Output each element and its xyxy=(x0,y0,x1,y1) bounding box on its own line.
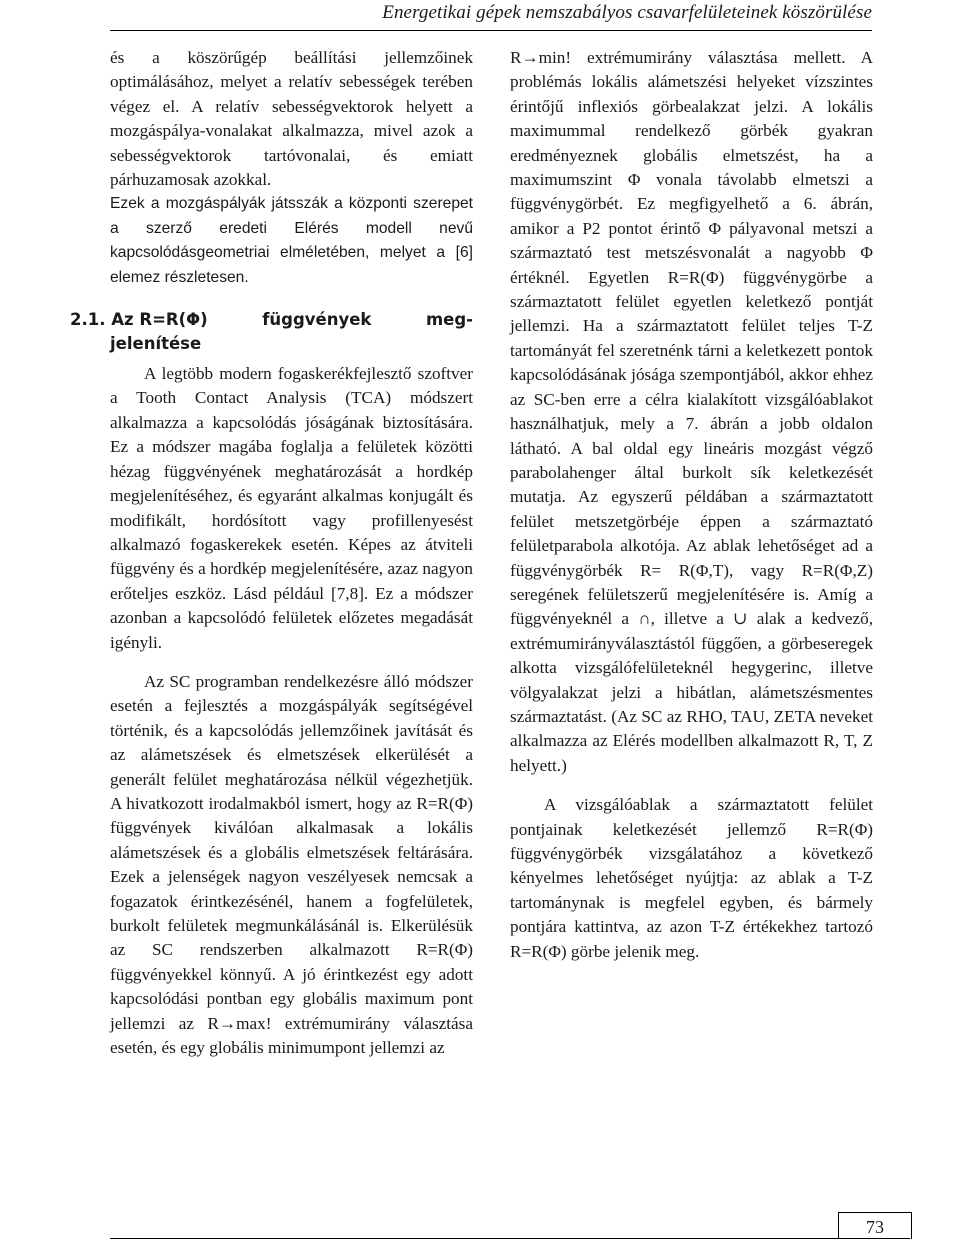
left-column xyxy=(70,46,473,1060)
header-title: Energetikai gépek nemszabályos csavarfelületeinek köszörülése xyxy=(382,2,872,23)
left-paragraph-1b: Ezek a mozgáspályák játsszák a központi szerepet a szerző eredeti Elérés modell nevű kapcsolódásgeometriai elméletében, melyet a [6] elemez részletesen. xyxy=(110,195,473,286)
page-number: 73 xyxy=(838,1212,912,1239)
section-heading-part-3: meg- xyxy=(425,310,473,330)
section-heading xyxy=(70,308,473,356)
left-paragraph-2: A legtöbb modern fogaskerékfejlesztő szoftver a Tooth Contact Analysis (TCA) módszert alkalmazza a kapcsolódás jóságának biztosítására. Ez a módszer magába foglalja a felületek közötti hézag függvényének meghatározását a hordkép megjelenítéséhez, és egyaránt alkalmas konjugált és modifikált, hordósított vagy profillenyesést alkalmazó fogaskerekek esetén. Képes az átviteli függvény és a hordkép megjelenítésére, azaz nagyon erőteljes eszköz. Lásd például [7,8]. Ez a módszer azonban a kapcsolódó felületek előzetes megadását igényli. xyxy=(110,364,473,652)
section-heading-part-2: függvények xyxy=(262,310,372,330)
footer-rule xyxy=(110,1238,910,1239)
right-column xyxy=(510,46,873,964)
running-header xyxy=(110,0,872,31)
right-paragraph-1: R→min! extrémumirány választása mellett. A problémás lokális alámetszési helyeket vízszintes érintőjű inflexiós görbealakzat jelzi. A lokális maximummal rendelkező görbék gyakran eredményeznek globális elmetszést, ha a maximumszint Φ vonala távolabb elmetszi a függvénygörbét. Ez megfigyelhető a 6. ábrán, amikor a P2 pontot érintő Φ pályavonal metszi a származtató test metszésvonalát a nagyobb Φ értéknél. Egyetlen R=R(Φ) függvénygörbe a származtatott felület egyetlen keletkező pontját jellemzi. Ha a származtatott felület teljes T-Z tartományát fel szeretnénk tárni a keletkezett pontok kapcsolódásának jósága szempontjából, akkor ehhez az SC-ben erre a célra kialakított vizsgálóablakot használhatjuk, mely a 7. ábrán a jobb oldalon látható. A bal oldal egy lineáris mozgást végző parabolahenger által burkolt sík keletkezését mutatja. Az egyszerű példában a származtatott felület metszetgörbéje éppen a származtató felületparabola alkotója. Az ablak lehetőséget ad a függvénygörbék R= R(Φ,T), vagy R=R(Φ,Z) seregének felületszerű megjelenítésére is. Amíg a függvényeknél a ∩, illetve a ∪ alak a kedvező, extrémumirányválasztástól függően, a görbeseregek alkotta vizsgálófelületeknél hegygerinc, illetve völgyalakzat jelzi a hibátlan, alámetszésmentes származtatást. (Az SC az RHO, TAU, ZETA neveket alkalmazza az Elérés modellben alkalmazott R, T, Z helyett.) xyxy=(510,48,873,775)
left-paragraph-1: és a köszörűgép beállítási jellemzőinek optimálásához, melyet a relatív sebességek terében végez el. A relatív sebességvektorok helyett a mozgáspálya-vonalakat alkalmazza, mivel azok a sebességvektorok tartóvonalai, és emiatt párhuzamosak azokkal. xyxy=(110,48,473,190)
section-heading-part-1: 2.1. Az R=R(Φ) xyxy=(70,310,208,330)
left-paragraph-3: Az SC programban rendelkezésre álló módszer esetén a fejlesztés a mozgáspályák segítségével történik, és a kapcsolódás jellemzőinek javítását és az alámetszések és elmetszések elkerülését a generált felület meghatározása nélkül végezhetjük. A hivatkozott irodalmakból ismert, hogy az R=R(Φ) függvények kiválóan alkalmasak a lokális alámetszések és a globális elmetszések feltárására. Ezek a jelenségek nagyon veszélyesek nemcsak a fogazatok érintkezésénél, hanem a fogfelületek, burkolt felületek megmunkálásánál is. Elkerülésük az SC rendszerben alkalmazott R=R(Φ) függvényekkel könnyű. A jó érintkezést egy adott kapcsolódási pontban egy globális maximum pont jellemzi az R→max! extrémumirány választása esetén, és egy globális minimumpont jellemzi az xyxy=(110,671,473,1058)
section-heading-line-2: jelenítése xyxy=(110,334,202,354)
right-paragraph-2: A vizsgálóablak a származtatott felület pontjainak keletkezését jellemző R=R(Φ) függvénygörbék vizsgálatához a következő kényelmes lehetőséget nyújtja: az ablak a T-Z tartománynak is megfelel egyben, és bármely pontjára kattintva, az azon T-Z értékekhez tartozó R=R(Φ) görbe jelenik meg. xyxy=(510,795,873,961)
